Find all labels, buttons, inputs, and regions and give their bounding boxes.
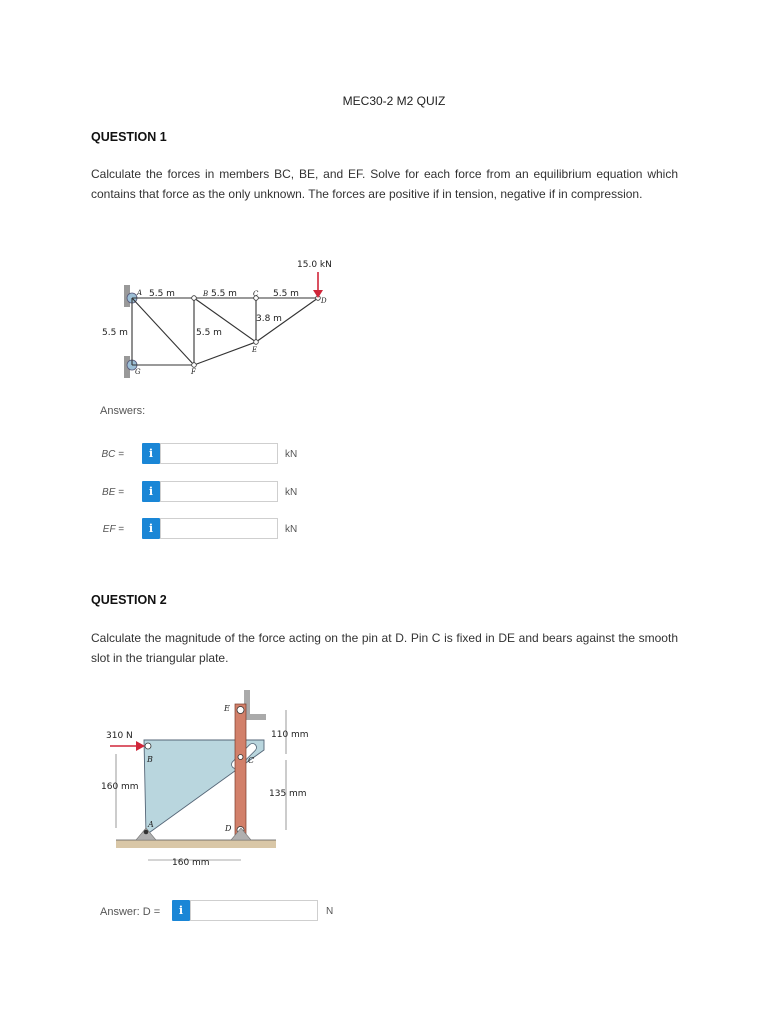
truss-members <box>132 298 318 365</box>
answer-bc-label: BC = <box>101 449 124 460</box>
svg-text:B: B <box>147 755 153 764</box>
info-icon[interactable]: i <box>142 481 160 502</box>
answer-d-unit: N <box>326 906 334 917</box>
linkage-figure <box>96 690 336 875</box>
svg-text:110 mm: 110 mm <box>271 730 309 740</box>
truss-figure <box>96 252 356 382</box>
svg-text:E: E <box>252 346 258 354</box>
svg-text:D: D <box>321 297 327 305</box>
svg-text:160 mm: 160 mm <box>172 858 210 868</box>
svg-text:E: E <box>224 704 230 713</box>
svg-text:C: C <box>253 290 259 298</box>
svg-text:A: A <box>148 820 154 829</box>
svg-text:D: D <box>225 824 232 833</box>
ground <box>116 840 276 848</box>
info-icon[interactable]: i <box>142 443 160 464</box>
svg-text:5.5 m: 5.5 m <box>273 289 299 299</box>
svg-text:5.5 m: 5.5 m <box>102 328 128 338</box>
document-title: MEC30-2 M2 QUIZ <box>342 94 446 108</box>
answer-be-input[interactable] <box>160 481 278 502</box>
svg-text:5.5 m: 5.5 m <box>149 289 175 299</box>
svg-text:G: G <box>135 368 141 376</box>
answer-ef-unit: kN <box>285 524 298 535</box>
bar-de <box>235 704 246 835</box>
info-icon[interactable]: i <box>142 518 160 539</box>
svg-text:5.5 m: 5.5 m <box>211 289 237 299</box>
svg-text:C: C <box>248 756 255 765</box>
answer-d-label: Answer: D = <box>100 906 161 918</box>
answer-ef-input[interactable] <box>160 518 278 539</box>
answer-be-unit: kN <box>285 487 298 498</box>
answers-label: Answers: <box>100 405 146 417</box>
question-2-heading: QUESTION 2 <box>91 593 167 607</box>
svg-text:135 mm: 135 mm <box>269 789 307 799</box>
answer-be-label: BE = <box>102 487 124 498</box>
info-icon[interactable]: i <box>172 900 190 921</box>
answer-bc-unit: kN <box>285 449 298 460</box>
svg-text:160 mm: 160 mm <box>101 782 139 792</box>
answer-bc-input[interactable] <box>160 443 278 464</box>
force-label: 310 N <box>106 731 133 741</box>
svg-text:A: A <box>137 289 143 297</box>
question-1-heading: QUESTION 1 <box>91 130 167 144</box>
answer-ef-label: EF = <box>102 524 124 535</box>
svg-text:5.5 m: 5.5 m <box>196 328 222 338</box>
svg-text:F: F <box>191 368 196 376</box>
question-1-text: Calculate the forces in members BC, BE, and EF. Solve for each force from an equilibrium equation which contains that force as the only unknown. The forces are positive if in tension, negative if in compression. <box>91 167 678 201</box>
svg-text:3.8 m: 3.8 m <box>256 314 282 324</box>
answer-d-input[interactable] <box>190 900 318 921</box>
question-2-text: Calculate the magnitude of the force acting on the pin at D. Pin C is fixed in DE and bears against the smooth slot in the triangular plate. <box>91 631 678 665</box>
svg-text:B: B <box>203 290 209 298</box>
load-label: 15.0 kN <box>297 260 332 270</box>
